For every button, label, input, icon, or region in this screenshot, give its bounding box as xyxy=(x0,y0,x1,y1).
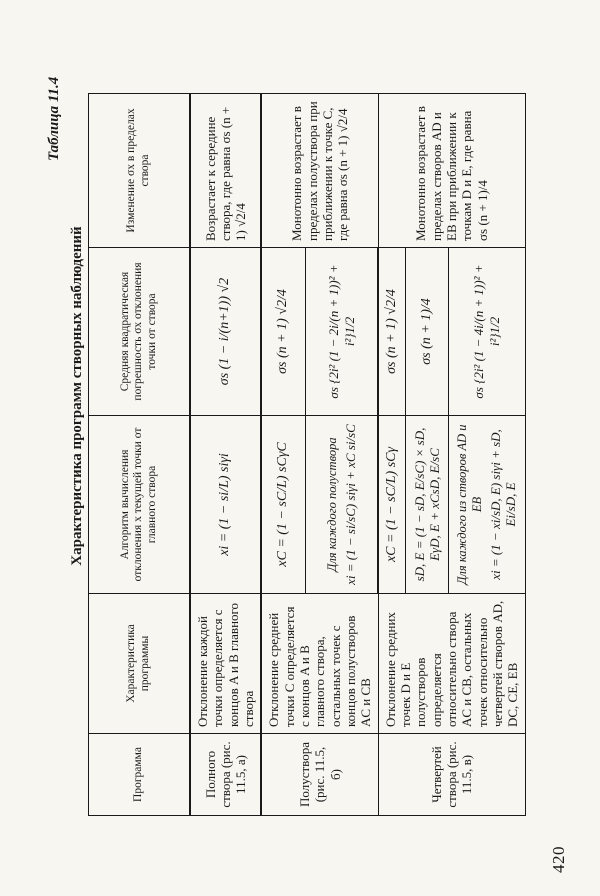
header-characteristic: Характеристика программы xyxy=(89,594,191,734)
note-each-quarter: Для каждого из створов AD и EB xyxy=(455,424,484,585)
cell-program: Четвертей створа (рис. 11.5, в) xyxy=(378,734,525,816)
table-row xyxy=(190,94,261,816)
cell-algorithm xyxy=(378,416,406,594)
formula-xi: xi = (1 − xi/sD, E) siγi + sD, Ei/sD, E xyxy=(487,429,518,580)
cell-characteristic: Отклонение средней точки C определяется с концов A и B главного створа, остальных точек с концов полустворов AC и CB xyxy=(261,594,378,734)
cell-algorithm xyxy=(190,416,261,594)
cell-characteristic: Отклонение средних точек D и E полустворов определяется относительно створа AC и CB, остальных точек относительно четвертей створов AD, DC, CE, EB xyxy=(378,594,525,734)
cell-characteristic: Отклонение каждой точки определяется с концов A и B главного створа xyxy=(190,594,261,734)
formula-xc: xC = (1 − sC/L) sCγ xyxy=(383,446,399,563)
cell-program: Полного створа (рис. 11.5, а) xyxy=(190,734,261,816)
cell-algorithm xyxy=(406,416,448,594)
cell-algorithm xyxy=(448,416,525,594)
cell-change: Монотонно возрастает в пределах створов AD и EB при приближении к точкам D и E, где равна σs (n + 1)/4 xyxy=(378,94,525,248)
formula-rms-c: σs (n + 1) √2/4 xyxy=(275,289,291,374)
cell-algorithm xyxy=(261,416,305,594)
cell-change: Монотонно возрастает в пределах полуствора при приближении к точке C, где равна σs (n + 1) √2/4 xyxy=(261,94,378,248)
table-row xyxy=(378,94,406,816)
observation-programs-table xyxy=(88,94,526,816)
cell-rms xyxy=(448,248,525,416)
formula-xc: xC = (1 − sC/L) sCγC xyxy=(275,442,291,567)
cell-rms xyxy=(378,248,406,416)
table-title: Характеристика программ створных наблюдений xyxy=(69,226,85,566)
header-row xyxy=(89,94,191,816)
header-algorithm: Алгоритм вычисления отклонения x текущей точки от главного створа xyxy=(89,416,191,594)
formula-xi: xi = (1 − si/sC) siγi + xC si/sC xyxy=(342,424,358,585)
header-change: Изменение σx в пределах створа xyxy=(89,94,191,248)
formula-xi: xi = (1 − si/L) siγi xyxy=(217,453,233,556)
cell-rms xyxy=(190,248,261,416)
formula-rms-de: σs (n + 1)/4 xyxy=(418,298,434,365)
page-number: 420 xyxy=(549,846,568,873)
header-rms: Средняя квадратическая погрешность σx отклонения точки от створа xyxy=(89,248,191,416)
cell-rms xyxy=(261,248,305,416)
table-row xyxy=(261,94,305,816)
formula-rms-i: σs {2i² (1 − 2i/(n + 1))² + i²}1/2 xyxy=(326,264,357,399)
cell-rms xyxy=(306,248,379,416)
formula-sde: sD, E = (1 − sD, E/sC) × sD, EγD, E + xCsD, E/sC xyxy=(411,427,442,582)
note-each-half: Для каждого полуствора xyxy=(325,437,340,572)
cell-change: Возрастает к середине створа, где равна σs (n + 1) √2/4 xyxy=(190,94,261,248)
cell-algorithm xyxy=(306,416,379,594)
formula-rms: σs (1 − i/(n+1)) √2 xyxy=(217,277,233,386)
cell-program: Полустворa (рис. 11.5, б) xyxy=(261,734,378,816)
formula-rms-i: σs {2i² (1 − 4i/(n + 1))² + i²}1/2 xyxy=(471,264,502,399)
header-program: Программа xyxy=(89,734,191,816)
table-label: Таблица 11.4 xyxy=(46,76,62,161)
cell-rms xyxy=(406,248,448,416)
formula-rms-c: σs (n + 1) √2/4 xyxy=(383,289,399,374)
